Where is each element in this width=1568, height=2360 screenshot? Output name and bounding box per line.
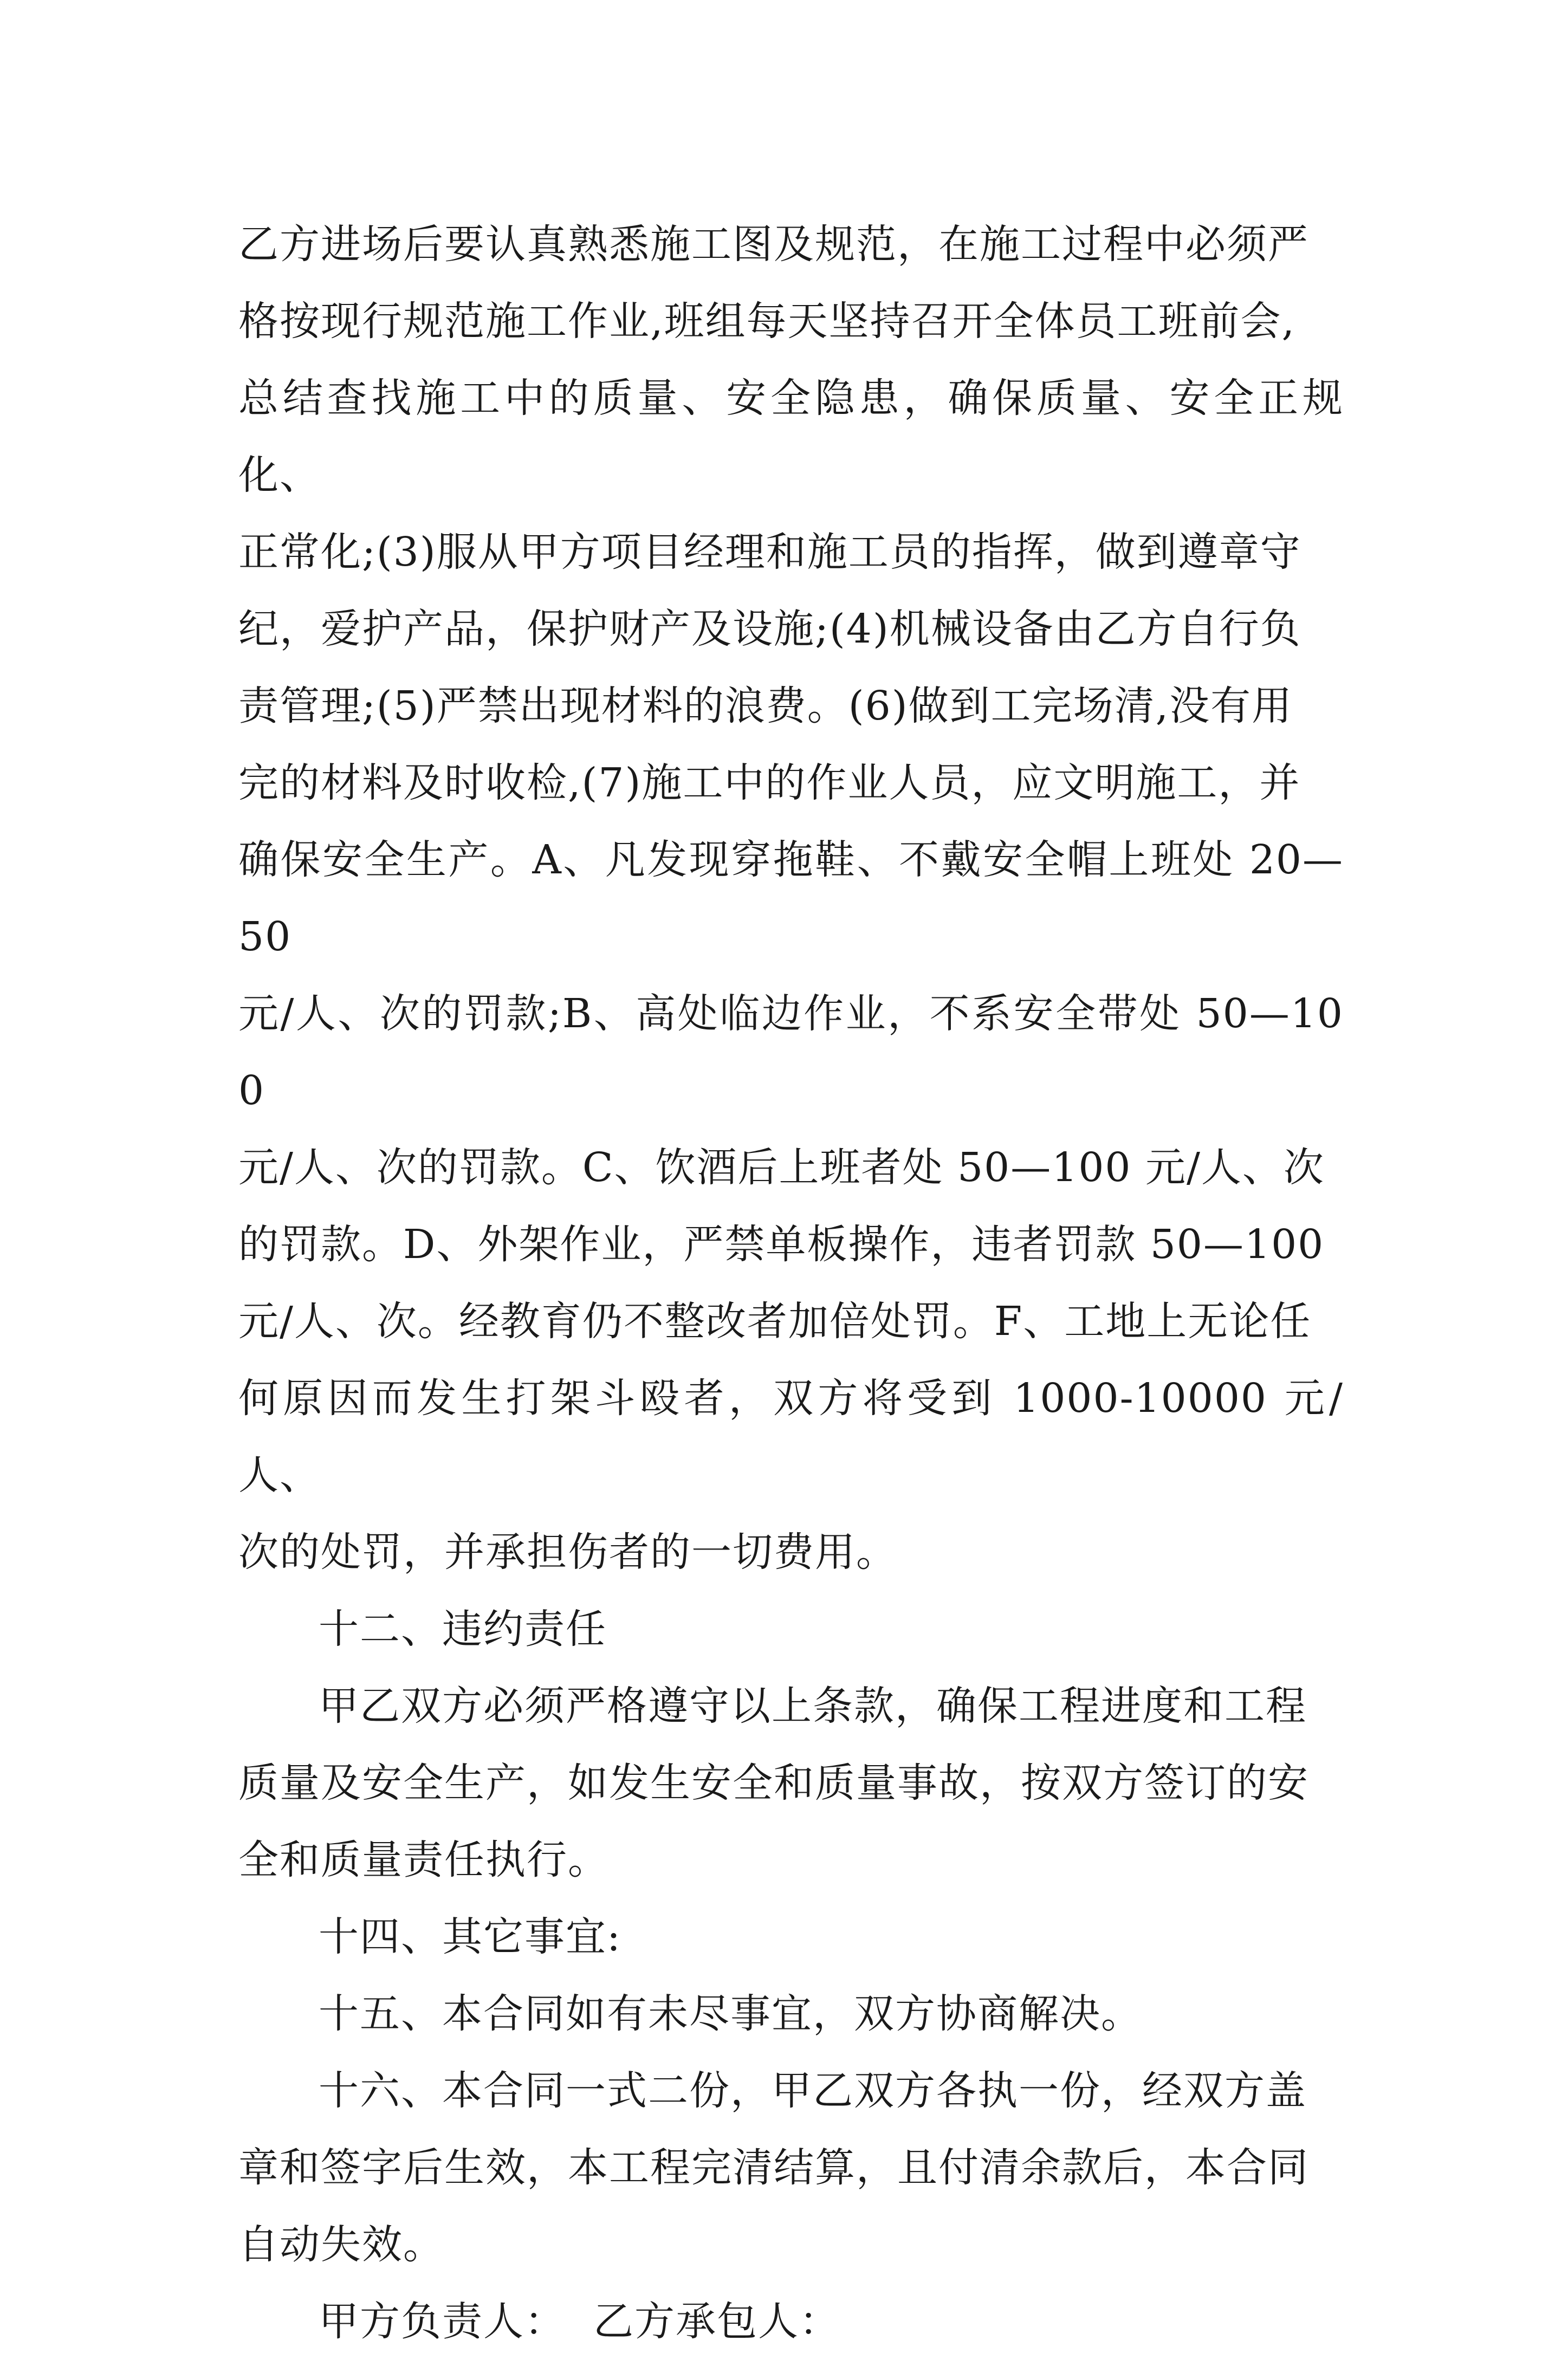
text-line: 元/人、次。经教育仍不整改者加倍处罚。F、工地上无论任: [238, 1298, 1312, 1345]
heading-text: 十四、其它事宜:: [319, 1914, 621, 1960]
text-line: 十六、本合同一式二份，甲乙双方各执一份，经双方盖: [319, 2067, 1307, 2114]
text-line: 自动失效。: [238, 2221, 444, 2268]
text-line: 甲乙双方必须严格遵守以上条款，确保工程进度和工程: [319, 1683, 1307, 1729]
text-line: 格按现行规范施工作业,班组每天坚持召开全体员工班前会,: [238, 298, 1296, 345]
text-line: 何原因而发生打架斗殴者，双方将受到 1000-10000 元/人、: [238, 1375, 1344, 1499]
text-line: 总结查找施工中的质量、安全隐患，确保质量、安全正规化、: [238, 375, 1344, 498]
paragraph-unresolved-matters: [238, 1975, 1344, 2052]
text-line: 纪，爱护产品，保护财产及设施;(4)机械设备由乙方自行负: [238, 606, 1301, 652]
text-line: 的罚款。D、外架作业，严禁单板操作，违者罚款 50—100: [238, 1221, 1325, 1268]
text-line: 乙方进场后要认真熟悉施工图及规范，在施工过程中必须严: [238, 221, 1309, 268]
text-line: 责管理;(5)严禁出现材料的浪费。(6)做到工完场清,没有用: [238, 683, 1293, 729]
text-line: 确保安全生产。A、凡发现穿拖鞋、不戴安全帽上班处 20—50: [238, 837, 1344, 960]
section-heading-breach-liability: [238, 1591, 1344, 1668]
text-line: 全和质量责任执行。: [238, 1837, 609, 1883]
paragraph-site-rules: [238, 206, 1344, 1591]
text-line: 十五、本合同如有未尽事宜，双方协商解决。: [319, 1991, 1142, 2037]
text-line: 次的处罚，并承担伤者的一切费用。: [238, 1529, 897, 1576]
section-heading-other-matters: [238, 1898, 1344, 1975]
text-line: 质量及安全生产，如发生安全和质量事故，按双方签订的安: [238, 1760, 1309, 1806]
text-line: 章和签字后生效，本工程完清结算，且付清余款后，本合同: [238, 2144, 1309, 2191]
paragraph-contract-copies: [238, 2052, 1344, 2283]
text-line: 元/人、次的罚款;B、高处临边作业，不系安全带处 50—100: [238, 990, 1344, 1114]
text-line: 完的材料及时收检,(7)施工中的作业人员，应文明施工，并: [238, 760, 1301, 806]
document-body: [238, 206, 1344, 2360]
paragraph-breach-liability: [238, 1668, 1344, 1898]
heading-text: 十二、违约责任: [319, 1606, 607, 1652]
text-line: 元/人、次的罚款。C、饮酒后上班者处 50—100 元/人、次: [238, 1144, 1325, 1191]
signature-labels: 甲方负责人： 乙方承包人：: [319, 2298, 841, 2345]
signature-line: [238, 2283, 1344, 2360]
text-line: 正常化;(3)服从甲方项目经理和施工员的指挥，做到遵章守: [238, 529, 1301, 575]
